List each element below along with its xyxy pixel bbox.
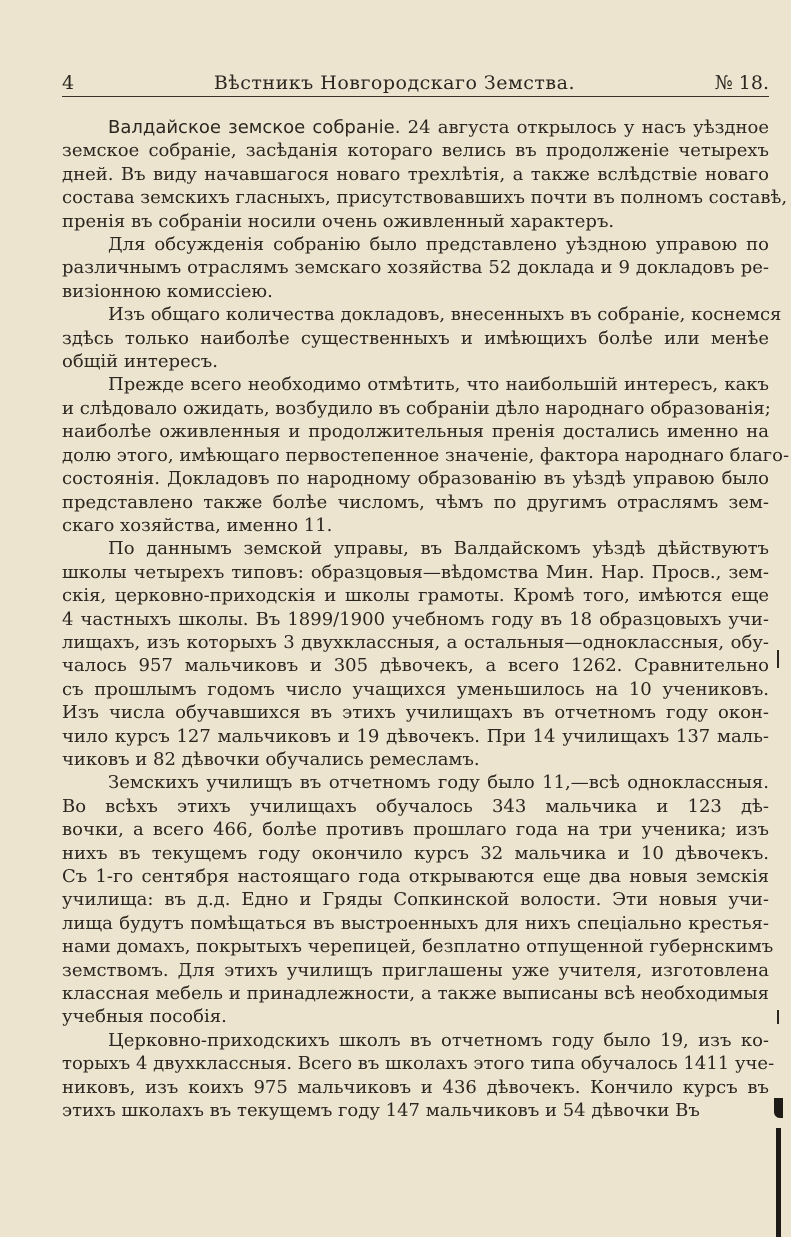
text-line: земствомъ. Для этихъ училищъ приглашены уже учителя, изготовлена: [62, 959, 769, 981]
running-header: [62, 66, 769, 94]
text-line: общій интересъ.: [62, 351, 218, 373]
text-line: торыхъ 4 двухклассныя. Всего въ школахъ этого типа обучалось 1411 уче-: [62, 1053, 775, 1075]
article-body: [62, 116, 790, 1122]
text-line: Съ 1-го сентября настоящаго года открываются еще два новыя земскія: [62, 866, 769, 887]
text-line: различнымъ отраслямъ земскаго хозяйства 52 доклада и 9 докладовъ ре-: [62, 257, 769, 279]
text-line: скаго хозяйства, именно 11.: [62, 514, 333, 536]
text-line: Земскихъ училищъ въ отчетномъ году было 11,—всѣ одноклассныя.: [108, 772, 769, 794]
text-line: состоянія. Докладовъ по народному образованію въ уѣздѣ управою было: [62, 468, 769, 490]
text-line: здѣсь только наиболѣе существенныхъ и имѣющихъ болѣе или менѣе: [62, 327, 769, 349]
text-line: пренія въ собраніи носили очень оживленный характеръ.: [62, 210, 615, 232]
page-number: 4: [62, 72, 75, 94]
margin-mark: [777, 650, 779, 668]
text-line: лища будутъ помѣщаться въ выстроенныхъ для нихъ спеціально крестья-: [62, 912, 769, 934]
text-line: и слѣдовало ожидать, возбудило въ собраніи дѣло народнаго образованія;: [62, 397, 771, 419]
text-line: визіонною комиссіею.: [62, 280, 273, 302]
text-line: этихъ школахъ въ текущемъ году 147 мальчиковъ и 54 дѣвочки Въ: [62, 1100, 700, 1122]
text-line: учебныя пособія.: [62, 1006, 227, 1028]
text-line: 4 частныхъ школы. Въ 1899/1900 учебномъ году въ 18 образцовыхъ учи-: [62, 608, 769, 630]
journal-title: Вѣстникъ Новгородскаго Земства.: [213, 72, 575, 94]
text-line: нами домахъ, покрытыхъ черепицей, безплатно отпущенной губернскимъ: [62, 936, 774, 958]
text-line: земское собраніе, засѣданія котораго велись въ продолженіе четырехъ: [62, 140, 769, 162]
text-line: Во всѣхъ этихъ училищахъ обучалось 343 мальчика и 123 дѣ-: [62, 795, 769, 817]
text-line: По даннымъ земской управы, въ Валдайскомъ уѣздѣ дѣйствуютъ: [108, 538, 769, 560]
page-edge-mark: [774, 1098, 783, 1118]
paragraph-lead: Валдайское земское собраніе.: [108, 117, 401, 138]
text-line: долю этого, имѣющаго первостепенное значеніе, фактора народнаго благо-: [62, 444, 790, 466]
text-line: вочки, а всего 466, болѣе противъ прошлаго года на три ученика; изъ: [62, 819, 769, 841]
text-line: Для обсужденія собранію было представлено уѣздною управою по: [108, 234, 769, 256]
page-edge-shadow: [776, 1128, 781, 1237]
text-line: наиболѣе оживленныя и продолжительныя пренія достались именно на: [62, 421, 769, 443]
header-rule: [62, 96, 769, 97]
text-line: чиковъ и 82 дѣвочки обучались ремесламъ.: [62, 748, 480, 770]
text-line: училища: въ д.д. Едно и Гряды Сопкинской волости. Эти новыя учи-: [62, 889, 769, 911]
text-line: скія, церковно-приходскія и школы грамоты. Кромѣ того, имѣются еще: [62, 585, 769, 607]
margin-mark: [777, 1010, 779, 1024]
text-line: школы четырехъ типовъ: образцовыя—вѣдомства Мин. Нар. Просв., зем-: [62, 561, 769, 583]
issue-number: № 18.: [714, 72, 769, 94]
text-line-rest: 24 августа открылось у насъ уѣздное: [400, 117, 770, 138]
text-line: Церковно-приходскихъ школъ въ отчетномъ году было 19, изъ ко-: [108, 1029, 769, 1051]
text-line: лищахъ, изъ которыхъ 3 двухклассныя, а остальныя—одноклассныя, обу-: [62, 631, 769, 653]
text-line: нихъ въ текущемъ году окончило курсъ 32 мальчика и 10 дѣвочекъ.: [62, 842, 769, 864]
text-line: представлено также болѣе числомъ, чѣмъ по другимъ отраслямъ зем-: [62, 491, 769, 513]
text-line: классная мебель и принадлежности, а также выписаны всѣ необходимыя: [62, 983, 769, 1005]
text-line: состава земскихъ гласныхъ, присутствовавшихъ почти въ полномъ составѣ,: [62, 187, 788, 209]
text-line: Изъ числа обучавшихся въ этихъ училищахъ въ отчетномъ году окон-: [62, 702, 769, 724]
text-line: съ прошлымъ годомъ число учащихся уменьшилось на 10 учениковъ.: [62, 678, 769, 700]
text-line: Прежде всего необходимо отмѣтить, что наибольшій интересъ, какъ: [108, 374, 769, 396]
text-line: [62, 116, 769, 139]
text-line: чалось 957 мальчиковъ и 305 дѣвочекъ, а всего 1262. Сравнительно: [62, 655, 769, 677]
text-line: Изъ общаго количества докладовъ, внесенныхъ въ собраніе, коснемся: [108, 304, 782, 326]
text-line: чило курсъ 127 мальчиковъ и 19 дѣвочекъ. При 14 училищахъ 137 маль-: [62, 725, 769, 747]
text-line: дней. Въ виду начавшагося новаго трехлѣтія, а также вслѣдствіе новаго: [62, 163, 769, 185]
text-line: никовъ, изъ коихъ 975 мальчиковъ и 436 дѣвочекъ. Кончило курсъ въ: [62, 1076, 769, 1098]
